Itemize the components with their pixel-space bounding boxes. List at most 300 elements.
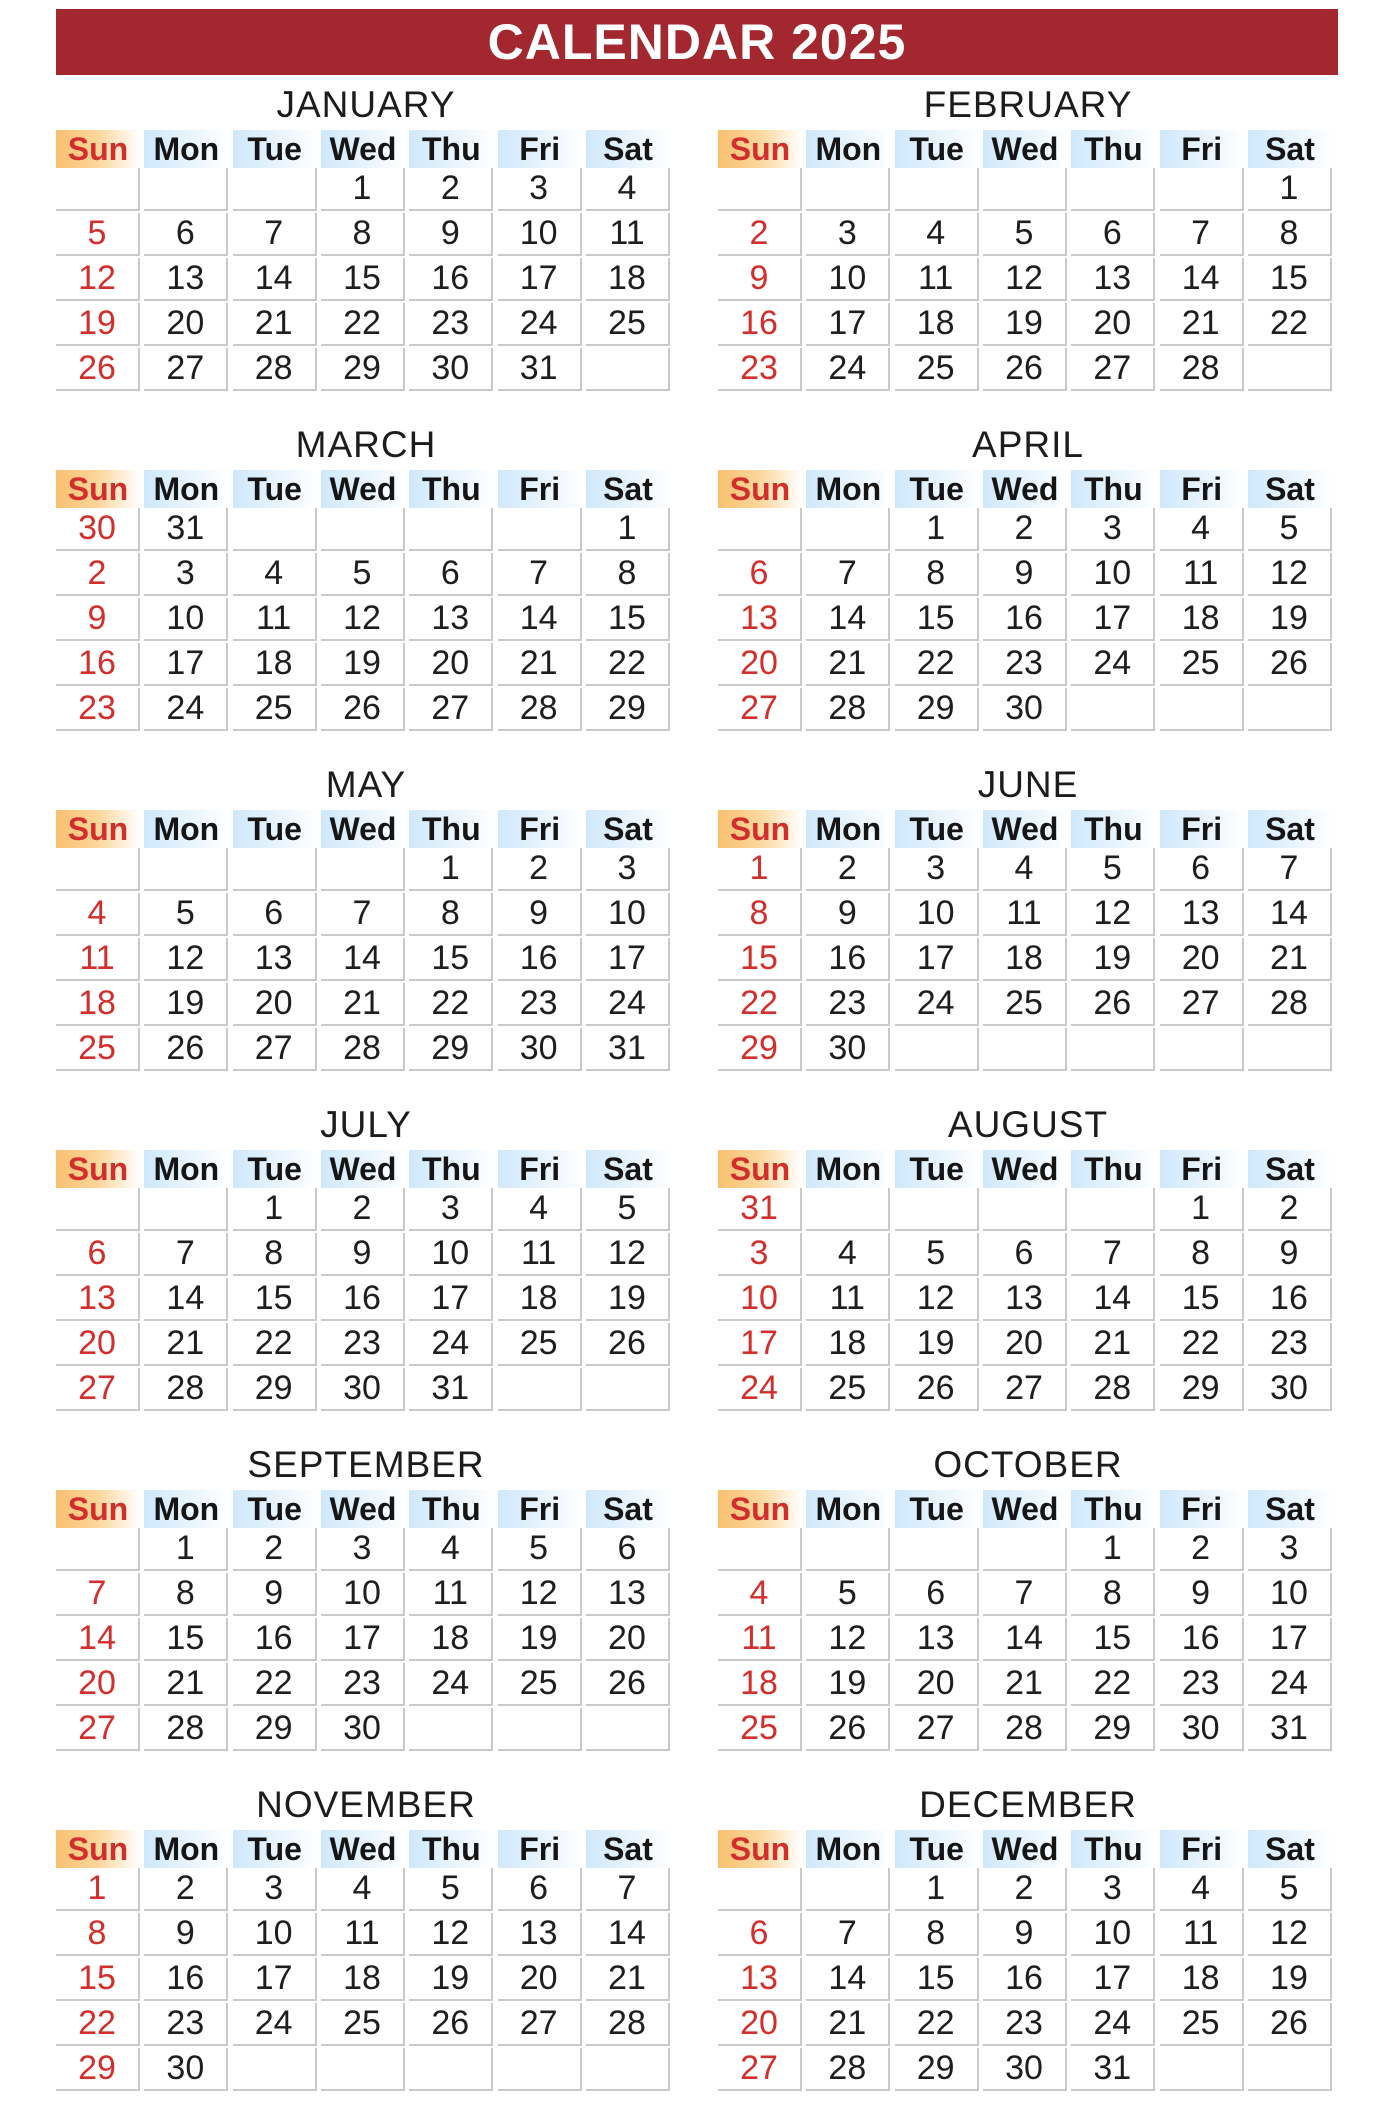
day-cell: 14	[806, 598, 890, 641]
day-cell: 8	[1160, 1233, 1244, 1276]
day-cell	[586, 348, 670, 391]
day-cell: 27	[233, 1028, 317, 1071]
week-row	[718, 1573, 1338, 1618]
day-cell	[983, 1528, 1067, 1571]
day-cell: 15	[1160, 1278, 1244, 1321]
day-cell: 11	[806, 1278, 890, 1321]
month-name: APRIL	[972, 424, 1084, 465]
day-cell: 3	[409, 1188, 493, 1231]
day-cell: 21	[806, 643, 890, 686]
day-cell: 16	[409, 258, 493, 301]
day-cell: 27	[1071, 348, 1155, 391]
weekday-header: Wed	[983, 130, 1067, 168]
day-cell: 11	[895, 258, 979, 301]
day-cell: 1	[409, 848, 493, 891]
weekday-header: Sat	[586, 1830, 670, 1868]
day-cell: 6	[1071, 213, 1155, 256]
day-cell	[56, 1528, 140, 1571]
day-cell: 12	[1248, 553, 1332, 596]
day-cell: 17	[1071, 598, 1155, 641]
day-cell: 29	[718, 1028, 802, 1071]
day-cell: 28	[1071, 1368, 1155, 1411]
week-row	[56, 1958, 676, 2003]
day-cell: 5	[409, 1868, 493, 1911]
day-cell: 28	[1160, 348, 1244, 391]
day-cell: 3	[718, 1233, 802, 1276]
weekday-header: Wed	[983, 810, 1067, 848]
day-cell: 3	[144, 553, 228, 596]
day-cell: 10	[586, 893, 670, 936]
weekday-header: Mon	[144, 1490, 228, 1528]
week-row	[718, 2003, 1338, 2048]
day-cell: 22	[233, 1663, 317, 1706]
day-cell: 11	[983, 893, 1067, 936]
day-cell: 18	[586, 258, 670, 301]
day-cell: 6	[144, 213, 228, 256]
day-cell: 19	[144, 983, 228, 1026]
day-cell: 9	[409, 213, 493, 256]
month-panel	[56, 760, 676, 1100]
day-cell: 13	[1160, 893, 1244, 936]
day-cell	[895, 168, 979, 211]
day-cell	[806, 508, 890, 551]
day-cell: 30	[321, 1708, 405, 1751]
day-cell: 20	[56, 1323, 140, 1366]
weekday-header: Mon	[144, 1150, 228, 1188]
month-name: DECEMBER	[919, 1784, 1137, 1825]
day-cell: 8	[144, 1573, 228, 1616]
day-cell: 9	[983, 553, 1067, 596]
day-cell	[806, 1868, 890, 1911]
weekday-header: Wed	[983, 1150, 1067, 1188]
day-cell: 6	[409, 553, 493, 596]
day-cell: 13	[718, 1958, 802, 2001]
week-row	[56, 553, 676, 598]
day-cell: 10	[144, 598, 228, 641]
day-cell: 4	[409, 1528, 493, 1571]
day-cell: 1	[895, 1868, 979, 1911]
day-cell: 24	[409, 1323, 493, 1366]
week-row	[56, 1233, 676, 1278]
day-cell: 21	[1248, 938, 1332, 981]
day-cell: 22	[1160, 1323, 1244, 1366]
day-cell: 16	[233, 1618, 317, 1661]
day-cell: 8	[1071, 1573, 1155, 1616]
weekday-header: Fri	[498, 1150, 582, 1188]
weekday-header: Sun	[56, 1150, 140, 1188]
day-cell: 10	[895, 893, 979, 936]
day-cell: 12	[806, 1618, 890, 1661]
day-cell: 19	[321, 643, 405, 686]
day-cell: 21	[498, 643, 582, 686]
day-cell: 22	[718, 983, 802, 1026]
week-row	[718, 938, 1338, 983]
day-cell: 2	[56, 553, 140, 596]
day-cell: 15	[895, 598, 979, 641]
month-panel	[56, 1780, 676, 2120]
day-cell	[498, 1708, 582, 1751]
day-cell: 23	[718, 348, 802, 391]
day-cell: 30	[409, 348, 493, 391]
day-cell: 18	[895, 303, 979, 346]
day-cell: 29	[1160, 1368, 1244, 1411]
week-row	[56, 1868, 676, 1913]
weekday-header: Sun	[718, 1490, 802, 1528]
weekday-header: Fri	[1160, 1490, 1244, 1528]
day-cell: 15	[586, 598, 670, 641]
day-cell	[233, 508, 317, 551]
day-cell: 13	[895, 1618, 979, 1661]
day-cell: 26	[895, 1368, 979, 1411]
day-cell	[1248, 2048, 1332, 2091]
day-cell: 5	[144, 893, 228, 936]
day-cell: 22	[233, 1323, 317, 1366]
day-cell	[983, 1188, 1067, 1231]
weekday-header: Sat	[586, 1150, 670, 1188]
weekday-header-row	[56, 1490, 676, 1528]
day-cell	[806, 1528, 890, 1571]
weekday-header: Wed	[983, 470, 1067, 508]
day-cell: 26	[1248, 2003, 1332, 2046]
day-cell: 24	[1248, 1663, 1332, 1706]
day-cell	[56, 848, 140, 891]
weekday-header: Wed	[321, 1830, 405, 1868]
day-cell: 18	[718, 1663, 802, 1706]
day-cell: 8	[233, 1233, 317, 1276]
week-row	[718, 1368, 1338, 1413]
weekday-header: Thu	[409, 1830, 493, 1868]
week-row	[718, 1708, 1338, 1753]
week-row	[56, 848, 676, 893]
day-cell: 22	[586, 643, 670, 686]
day-cell: 2	[1248, 1188, 1332, 1231]
day-cell: 2	[983, 508, 1067, 551]
weekday-header: Mon	[144, 470, 228, 508]
day-cell: 22	[895, 643, 979, 686]
day-cell	[321, 508, 405, 551]
day-cell: 27	[409, 688, 493, 731]
day-cell: 6	[983, 1233, 1067, 1276]
day-cell: 16	[321, 1278, 405, 1321]
day-cell: 25	[498, 1323, 582, 1366]
week-row	[718, 1528, 1338, 1573]
week-row	[718, 2048, 1338, 2093]
day-cell: 14	[144, 1278, 228, 1321]
day-cell: 25	[586, 303, 670, 346]
day-cell: 23	[321, 1323, 405, 1366]
month-panel	[56, 80, 676, 420]
day-cell: 4	[806, 1233, 890, 1276]
day-cell: 24	[1071, 643, 1155, 686]
weekday-header: Mon	[806, 1490, 890, 1528]
day-cell: 3	[806, 213, 890, 256]
weekday-header: Tue	[233, 130, 317, 168]
day-cell: 4	[498, 1188, 582, 1231]
week-row	[718, 1278, 1338, 1323]
weekday-header: Thu	[409, 470, 493, 508]
day-cell: 27	[144, 348, 228, 391]
day-cell: 25	[895, 348, 979, 391]
day-cell: 8	[409, 893, 493, 936]
day-cell: 12	[983, 258, 1067, 301]
day-cell: 27	[718, 688, 802, 731]
day-cell: 13	[409, 598, 493, 641]
day-cell	[1160, 168, 1244, 211]
day-cell	[1071, 168, 1155, 211]
day-cell: 4	[56, 893, 140, 936]
day-cell: 26	[1248, 643, 1332, 686]
day-cell: 4	[1160, 1868, 1244, 1911]
day-cell: 19	[586, 1278, 670, 1321]
day-cell: 2	[983, 1868, 1067, 1911]
day-cell: 22	[56, 2003, 140, 2046]
day-cell: 11	[409, 1573, 493, 1616]
day-cell: 3	[321, 1528, 405, 1571]
day-cell: 28	[1248, 983, 1332, 1026]
day-cell: 17	[498, 258, 582, 301]
weekday-header: Sun	[56, 130, 140, 168]
day-cell	[586, 2048, 670, 2091]
day-cell: 15	[321, 258, 405, 301]
day-cell: 1	[144, 1528, 228, 1571]
weekday-header: Wed	[321, 130, 405, 168]
day-cell	[498, 1368, 582, 1411]
day-cell: 29	[895, 2048, 979, 2091]
week-row	[718, 893, 1338, 938]
day-cell: 14	[983, 1618, 1067, 1661]
month-name: MARCH	[295, 424, 437, 465]
weekday-header: Thu	[1071, 1830, 1155, 1868]
day-cell: 16	[144, 1958, 228, 2001]
day-cell: 29	[233, 1368, 317, 1411]
week-row	[56, 348, 676, 393]
day-cell: 8	[895, 553, 979, 596]
day-cell: 19	[409, 1958, 493, 2001]
day-cell: 25	[233, 688, 317, 731]
day-cell	[56, 168, 140, 211]
day-cell: 2	[718, 213, 802, 256]
weekday-header: Tue	[233, 470, 317, 508]
day-cell: 11	[1160, 553, 1244, 596]
day-cell: 13	[144, 258, 228, 301]
day-cell: 28	[144, 1368, 228, 1411]
day-cell: 14	[56, 1618, 140, 1661]
day-cell: 23	[56, 688, 140, 731]
week-row	[718, 1958, 1338, 2003]
weekday-header: Tue	[233, 1830, 317, 1868]
day-cell: 30	[56, 508, 140, 551]
day-cell: 25	[806, 1368, 890, 1411]
day-cell	[1071, 688, 1155, 731]
day-cell: 21	[321, 983, 405, 1026]
week-row	[56, 303, 676, 348]
day-cell: 29	[409, 1028, 493, 1071]
weekday-header: Tue	[895, 470, 979, 508]
day-cell: 28	[983, 1708, 1067, 1751]
day-cell: 28	[144, 1708, 228, 1751]
day-cell: 1	[1160, 1188, 1244, 1231]
day-cell: 20	[144, 303, 228, 346]
day-cell: 19	[1248, 1958, 1332, 2001]
week-row	[56, 508, 676, 553]
day-cell	[1160, 688, 1244, 731]
day-cell: 9	[144, 1913, 228, 1956]
day-cell: 3	[1248, 1528, 1332, 1571]
week-row	[56, 1528, 676, 1573]
week-row	[56, 1618, 676, 1663]
day-cell: 2	[233, 1528, 317, 1571]
month-name: JUNE	[977, 764, 1079, 805]
day-cell: 8	[718, 893, 802, 936]
day-cell: 26	[586, 1323, 670, 1366]
day-cell: 31	[498, 348, 582, 391]
day-cell: 3	[1071, 1868, 1155, 1911]
month-name: JANUARY	[276, 84, 456, 125]
day-cell: 27	[895, 1708, 979, 1751]
weekday-header: Fri	[1160, 1830, 1244, 1868]
day-cell: 30	[983, 688, 1067, 731]
day-cell	[718, 1868, 802, 1911]
day-cell: 5	[56, 213, 140, 256]
day-cell: 17	[718, 1323, 802, 1366]
day-cell: 10	[1248, 1573, 1332, 1616]
day-cell: 9	[321, 1233, 405, 1276]
month-panel	[56, 420, 676, 760]
day-cell	[1160, 2048, 1244, 2091]
month-panel	[718, 1440, 1338, 1780]
day-cell: 8	[895, 1913, 979, 1956]
day-cell: 14	[586, 1913, 670, 1956]
day-cell: 25	[321, 2003, 405, 2046]
day-cell: 24	[409, 1663, 493, 1706]
month-panel	[718, 80, 1338, 420]
day-cell	[718, 508, 802, 551]
weekday-header: Sun	[56, 810, 140, 848]
day-cell	[321, 2048, 405, 2091]
month-name: JULY	[320, 1104, 412, 1145]
day-cell: 18	[321, 1958, 405, 2001]
day-cell: 16	[718, 303, 802, 346]
day-cell: 12	[498, 1573, 582, 1616]
day-cell: 5	[895, 1233, 979, 1276]
day-cell: 27	[718, 2048, 802, 2091]
weekday-header: Sun	[718, 130, 802, 168]
day-cell: 28	[806, 2048, 890, 2091]
day-cell: 9	[1248, 1233, 1332, 1276]
day-cell: 2	[321, 1188, 405, 1231]
weekday-header: Sun	[718, 1830, 802, 1868]
day-cell: 24	[806, 348, 890, 391]
day-cell: 22	[1248, 303, 1332, 346]
weekday-header: Tue	[895, 810, 979, 848]
week-row	[56, 1913, 676, 1958]
month-panel	[718, 420, 1338, 760]
weekday-header: Sat	[586, 1490, 670, 1528]
day-cell: 2	[806, 848, 890, 891]
day-cell: 3	[498, 168, 582, 211]
weekday-header: Fri	[498, 470, 582, 508]
weekday-header: Mon	[806, 470, 890, 508]
weekday-header: Sat	[1248, 1490, 1332, 1528]
weekday-header: Sat	[1248, 810, 1332, 848]
weekday-header-row	[718, 130, 1338, 168]
day-cell: 29	[233, 1708, 317, 1751]
week-row	[56, 1188, 676, 1233]
day-cell: 10	[409, 1233, 493, 1276]
weekday-header: Fri	[1160, 470, 1244, 508]
weekday-header-row	[718, 1490, 1338, 1528]
day-cell: 4	[983, 848, 1067, 891]
day-cell: 25	[983, 983, 1067, 1026]
weekday-header: Sat	[586, 810, 670, 848]
day-cell: 12	[409, 1913, 493, 1956]
weekday-header-row	[56, 810, 676, 848]
weekday-header-row	[56, 1830, 676, 1868]
day-cell: 14	[498, 598, 582, 641]
day-cell: 27	[1160, 983, 1244, 1026]
day-cell: 27	[56, 1708, 140, 1751]
weekday-header: Thu	[1071, 1490, 1155, 1528]
day-cell: 26	[144, 1028, 228, 1071]
weekday-header: Thu	[1071, 130, 1155, 168]
day-cell: 30	[144, 2048, 228, 2091]
weekday-header: Tue	[233, 1490, 317, 1528]
weekday-header: Thu	[409, 1490, 493, 1528]
day-cell: 31	[409, 1368, 493, 1411]
day-cell	[409, 1708, 493, 1751]
day-cell: 10	[233, 1913, 317, 1956]
month-name: SEPTEMBER	[247, 1444, 485, 1485]
day-cell: 13	[983, 1278, 1067, 1321]
day-cell: 20	[983, 1323, 1067, 1366]
week-row	[718, 1323, 1338, 1368]
day-cell: 4	[586, 168, 670, 211]
weekday-header: Sat	[1248, 470, 1332, 508]
day-cell: 15	[718, 938, 802, 981]
day-cell: 20	[409, 643, 493, 686]
day-cell: 18	[983, 938, 1067, 981]
day-cell: 15	[1071, 1618, 1155, 1661]
day-cell: 6	[586, 1528, 670, 1571]
day-cell: 22	[1071, 1663, 1155, 1706]
week-row	[718, 598, 1338, 643]
day-cell	[586, 1368, 670, 1411]
day-cell: 10	[1071, 1913, 1155, 1956]
day-cell: 12	[586, 1233, 670, 1276]
title-banner	[56, 9, 1338, 75]
week-row	[56, 598, 676, 643]
weekday-header: Tue	[233, 810, 317, 848]
day-cell: 29	[1071, 1708, 1155, 1751]
week-row	[718, 643, 1338, 688]
week-row	[718, 1233, 1338, 1278]
day-cell: 24	[895, 983, 979, 1026]
day-cell: 31	[1071, 2048, 1155, 2091]
weekday-header-row	[718, 1830, 1338, 1868]
day-cell: 25	[1160, 2003, 1244, 2046]
week-row	[56, 1663, 676, 1708]
day-cell: 9	[718, 258, 802, 301]
weekday-header-row	[718, 1150, 1338, 1188]
day-cell: 12	[56, 258, 140, 301]
day-cell: 1	[1248, 168, 1332, 211]
day-cell: 22	[321, 303, 405, 346]
weekday-header: Mon	[144, 130, 228, 168]
day-cell: 7	[1248, 848, 1332, 891]
day-cell: 18	[1160, 598, 1244, 641]
day-cell: 12	[1071, 893, 1155, 936]
day-cell: 28	[498, 688, 582, 731]
